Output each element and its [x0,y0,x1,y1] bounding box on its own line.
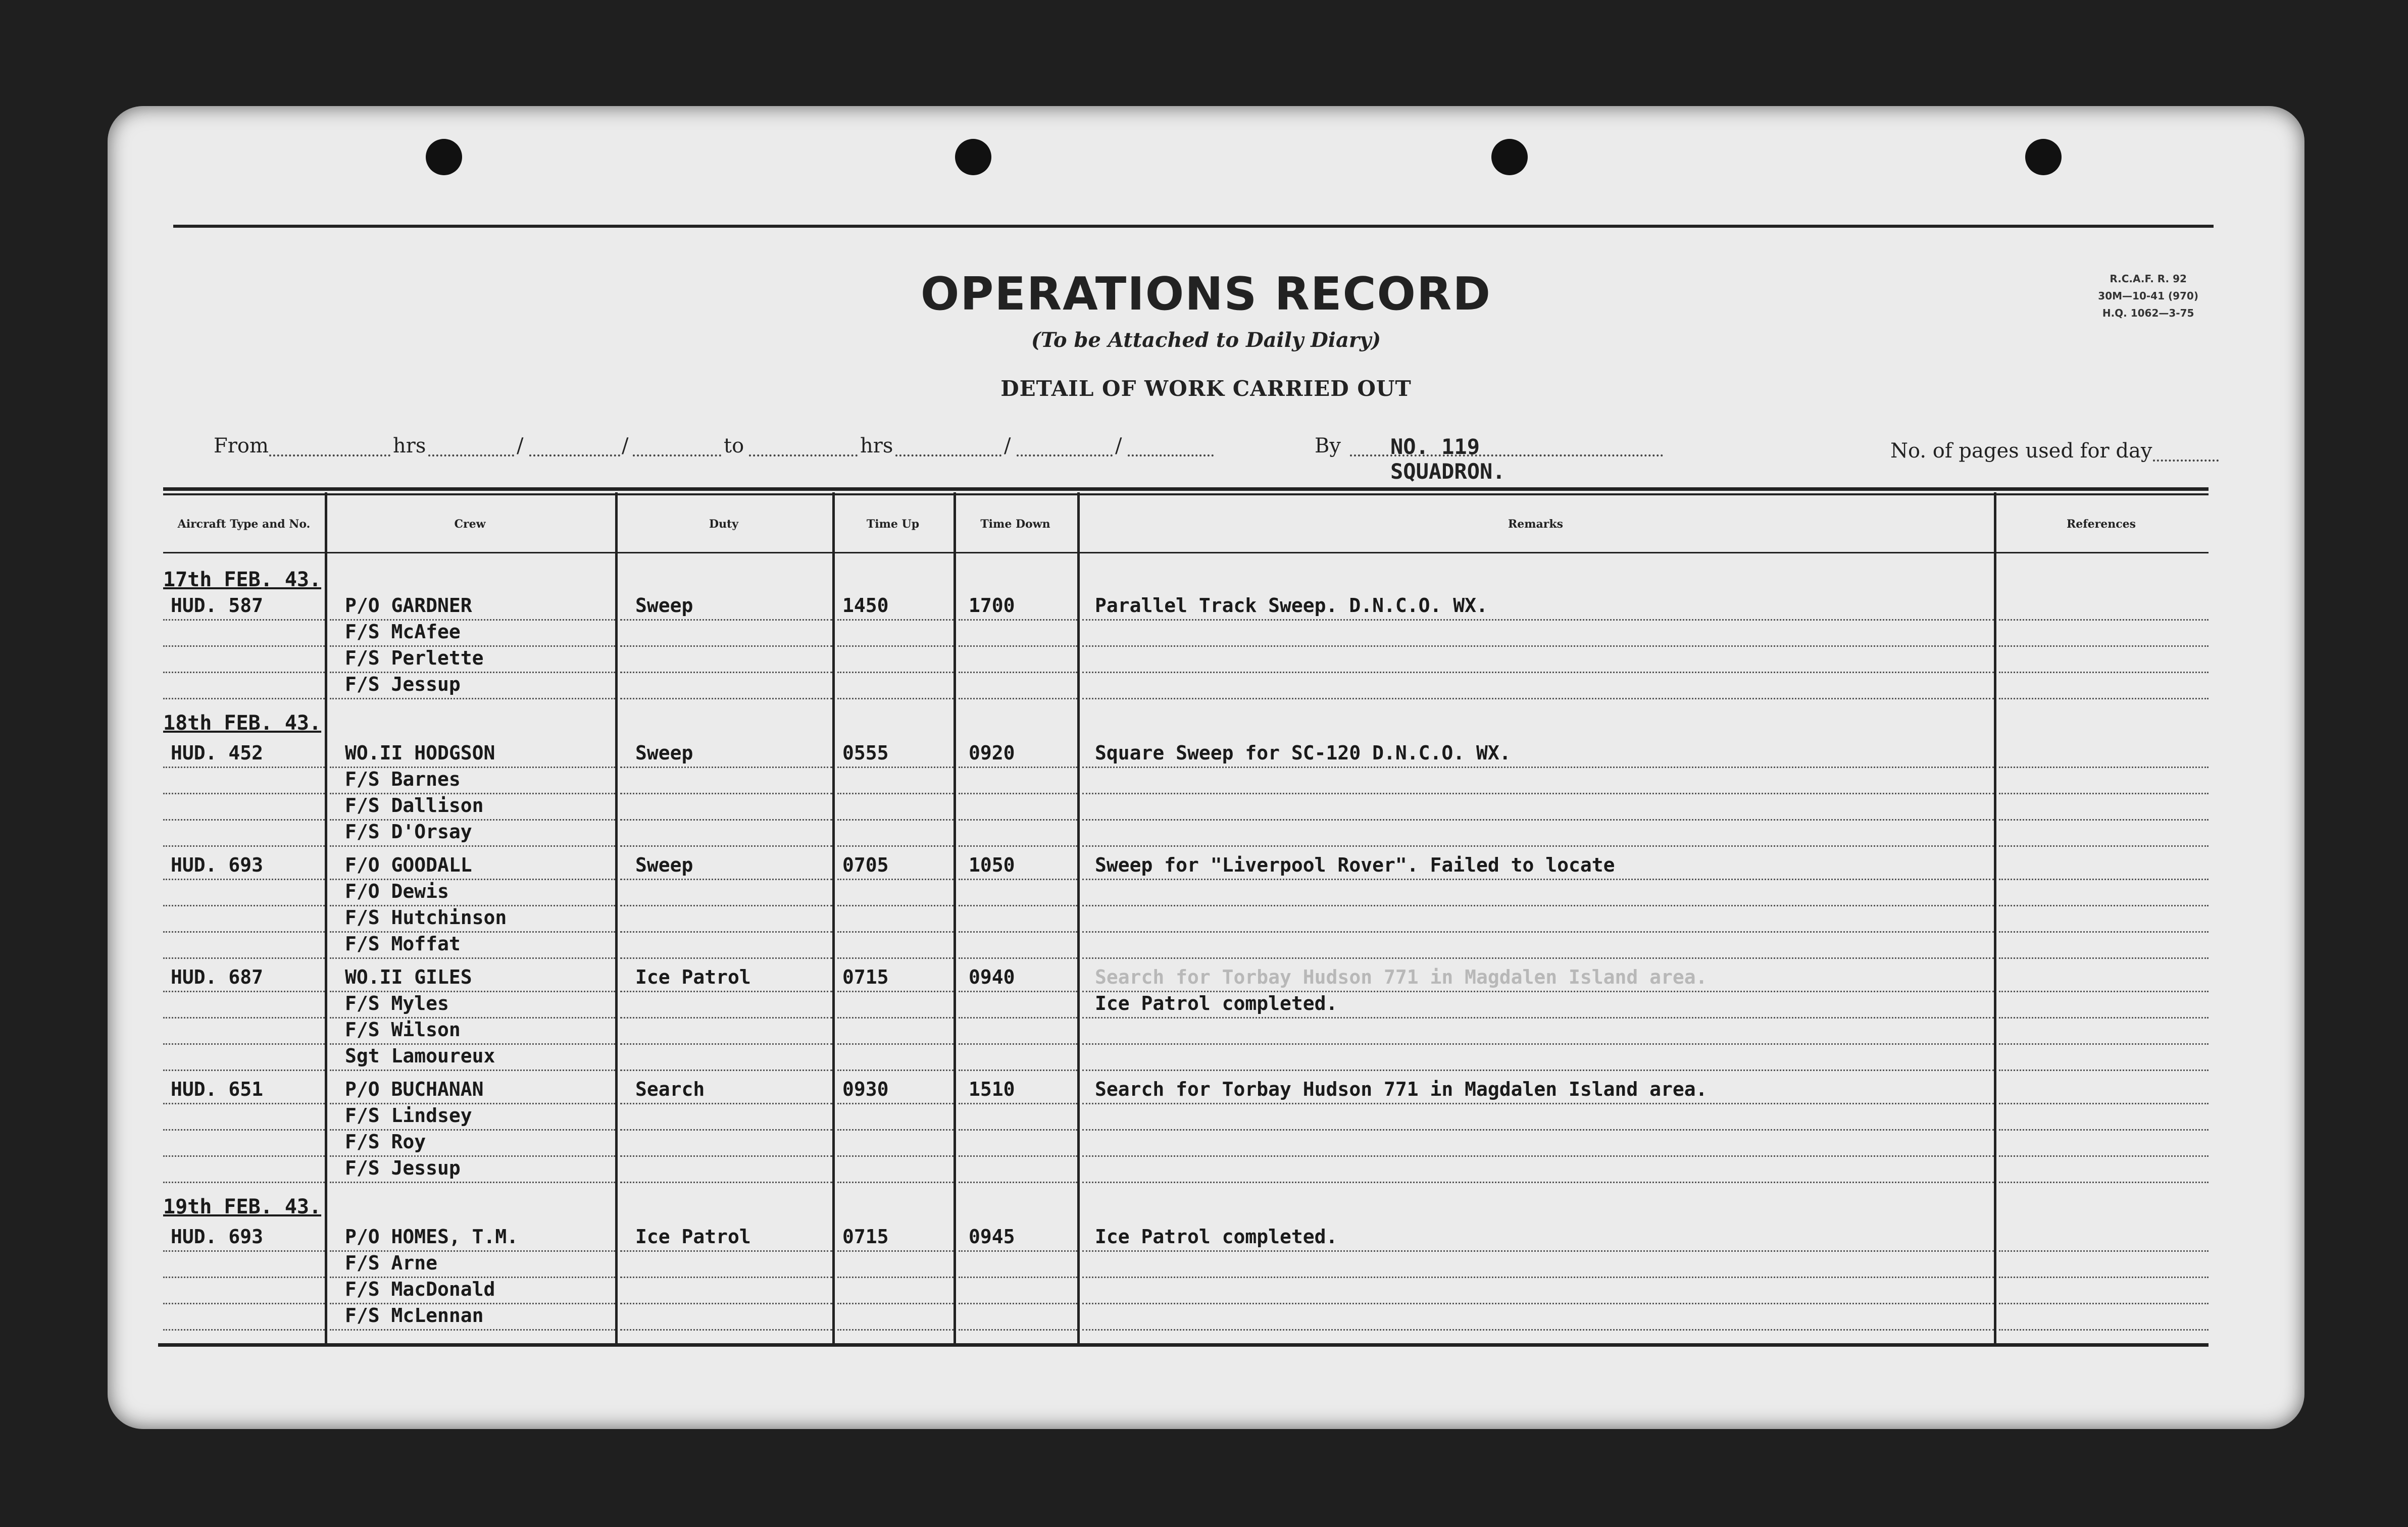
pages-field [2153,460,2219,462]
aircraft-number: HUD. 693 [171,1226,264,1248]
date-heading: 17th FEB. 43. [163,568,322,591]
to-label: to [724,434,744,457]
ruled-line [163,768,2209,794]
form-ref-line: R.C.A.F. R. 92 [2110,273,2187,285]
from-label: From [214,434,269,457]
crew-member: P/O GARDNER [345,594,472,617]
time-down-value: 1050 [969,854,1015,876]
crew-member: F/S Hutchinson [345,906,507,929]
crew-member: F/S Perlette [345,647,484,669]
duty-value: Search [635,1078,705,1100]
crew-member: WO.II HODGSON [345,742,495,764]
squadron-value: NO. 119 SQUADRON. [1390,434,1506,484]
punch-hole [426,139,462,175]
crew-member: F/S McLennan [345,1304,484,1327]
time-up-value: 0930 [842,1078,889,1100]
top-rule [173,225,2214,228]
crew-member: F/S Lindsey [345,1104,472,1127]
crew-member: WO.II GILES [345,966,472,988]
hrs-label: hrs [860,434,893,457]
punch-hole [1491,139,1528,175]
ruled-line [163,880,2209,906]
time-down-value: 0945 [969,1226,1015,1248]
crew-member: P/O BUCHANAN [345,1078,484,1100]
crew-member: F/S Jessup [345,673,461,695]
time-up-value: 0555 [842,742,889,764]
crew-member: F/S Barnes [345,768,461,790]
date-heading: 19th FEB. 43. [163,1195,322,1218]
slash: / [1004,434,1011,457]
crew-member: F/S Arne [345,1252,438,1274]
from-line [214,434,1577,484]
time-up-value: 1450 [842,594,889,617]
crew-member: Sgt Lamoureux [345,1045,495,1067]
by-label: By [1315,434,1341,457]
crew-member: P/O HOMES, T.M. [345,1226,519,1248]
operations-table [163,487,2209,1343]
aircraft-number: HUD. 693 [171,854,264,876]
crew-member: F/S Dallison [345,794,484,817]
time-down-value: 0940 [969,966,1015,988]
crew-member: F/S Myles [345,992,449,1014]
time-up-value: 0715 [842,1226,889,1248]
col-time-down: Time Down [980,518,1050,531]
time-down-value: 1510 [969,1078,1015,1100]
ruled-line [163,1131,2209,1157]
crew-member: F/S Wilson [345,1019,461,1041]
ruled-line [163,933,2209,959]
time-down-value: 1700 [969,594,1015,617]
remarks-value: Search for Torbay Hudson 771 in Magdalen Island area. [1095,1078,1708,1100]
duty-value: Sweep [635,854,693,876]
duty-value: Ice Patrol [635,1226,751,1248]
col-aircraft: Aircraft Type and No. [177,518,311,531]
slash: / [517,434,524,457]
pages-label: No. of pages used for day [1890,439,2152,463]
section-heading: DETAIL OF WORK CARRIED OUT [1000,376,1412,401]
crew-member: F/S D'Orsay [345,821,472,843]
remarks-value: Square Sweep for SC-120 D.N.C.O. WX. [1095,742,1511,764]
ruled-line [163,1157,2209,1183]
form-ref-line: H.Q. 1062—3-75 [2102,307,2194,319]
crew-member: F/S McAfee [345,621,461,643]
crew-member: F/S Roy [345,1131,426,1153]
duty-value: Ice Patrol [635,966,751,988]
time-down-value: 0920 [969,742,1015,764]
col-duty: Duty [709,518,739,531]
aircraft-number: HUD. 452 [171,742,264,764]
crew-member: F/O Dewis [345,880,449,902]
date-heading: 18th FEB. 43. [163,711,322,735]
time-up-value: 0705 [842,854,889,876]
duty-value: Sweep [635,594,693,617]
remarks-value: Ice Patrol completed. [1095,992,1338,1014]
form-reference [2098,270,2198,322]
remarks-value: Parallel Track Sweep. D.N.C.O. WX. [1095,594,1488,617]
aircraft-number: HUD. 587 [171,594,264,617]
hrs-label: hrs [393,434,426,457]
remarks-struck: Search for Torbay Hudson 771 in Magdalen Island area. [1095,966,1708,988]
col-remarks: Remarks [1508,518,1564,531]
punch-hole [955,139,991,175]
record-card [108,106,2304,1429]
page-subtitle: (To be Attached to Daily Diary) [1031,328,1381,352]
form-ref-line: 30M—10-41 (970) [2098,290,2198,302]
slash: / [622,434,629,457]
time-up-value: 0715 [842,966,889,988]
bottom-rule [158,1343,2209,1347]
aircraft-number: HUD. 687 [171,966,264,988]
crew-member: F/S MacDonald [345,1278,495,1300]
crew-member: F/S Jessup [345,1157,461,1179]
aircraft-number: HUD. 651 [171,1078,264,1100]
ruled-line [163,621,2209,647]
page-title: OPERATIONS RECORD [920,268,1492,321]
crew-member: F/O GOODALL [345,854,472,876]
ruled-line [163,1019,2209,1045]
remarks-value: Sweep for "Liverpool Rover". Failed to locate [1095,854,1615,876]
remarks-value: Ice Patrol completed. [1095,1226,1338,1248]
duty-value: Sweep [635,742,693,764]
ruled-line [163,1252,2209,1278]
col-references: References [2066,518,2136,531]
crew-member: F/S Moffat [345,933,461,955]
punch-hole [2025,139,2062,175]
col-crew: Crew [454,518,486,531]
col-time-up: Time Up [866,518,920,531]
slash: / [1115,434,1122,457]
ruled-line [163,673,2209,699]
